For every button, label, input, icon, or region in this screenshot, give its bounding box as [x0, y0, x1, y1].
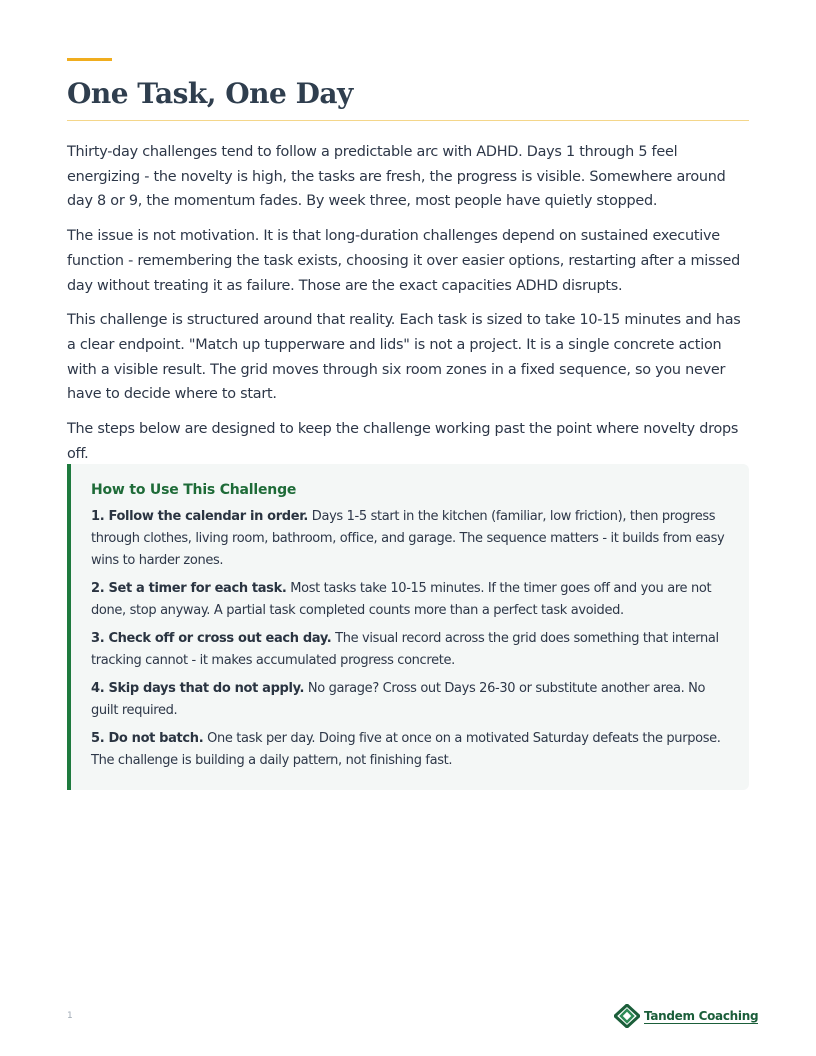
brand-footer	[614, 1004, 758, 1028]
intro-paragraph: This challenge is structured around that reality. Each task is sized to take 10-15 minutes and has a clear endpoint. "Match up tupperware and lids" is not a project. It is a single concrete action with a visible result. The grid moves through six room zones in a fixed sequence, so you never have to decide where to start.	[67, 312, 741, 403]
callout-content	[91, 480, 731, 778]
step-text: One task per day. Doing five at once on a motivated Saturday defeats the purpose. The challenge is building a daily pattern, not finishing fast.	[91, 731, 721, 768]
brand-name: Tandem Coaching	[644, 1008, 759, 1023]
callout-accent-bar	[67, 464, 71, 790]
step-lead: 2. Set a timer for each task.	[91, 581, 287, 596]
step-item	[91, 728, 731, 772]
step-item	[91, 578, 731, 622]
intro-paragraph: The issue is not motivation. It is that long-duration challenges depend on sustained executive function - remembering the task exists, choosing it over easier options, restarting after a missed day without treating it as failure. Those are the exact capacities ADHD disrupts.	[67, 228, 740, 294]
step-text: Days 1-5 start in the kitchen (familiar, low friction), then progress through clothes, living room, bathroom, office, and garage. The sequence matters - it builds from easy wins to harder zones.	[91, 509, 725, 568]
intro-paragraph: Thirty-day challenges tend to follow a predictable arc with ADHD. Days 1 through 5 feel energizing - the novelty is high, the tasks are fresh, the progress is visible. Somewhere around day 8 or 9, the momentum fades. By week three, most people have quietly stopped.	[67, 144, 726, 210]
step-lead: 1. Follow the calendar in order.	[91, 509, 309, 524]
title-divider	[67, 120, 749, 121]
intro-paragraph: The steps below are designed to keep the challenge working past the point where novelty drops off.	[67, 421, 739, 462]
step-text: No garage? Cross out Days 26-30 or substitute another area. No guilt required.	[91, 681, 706, 718]
callout-title: How to Use This Challenge	[91, 482, 297, 498]
page-number: 1	[67, 1011, 73, 1021]
intro-section	[67, 140, 749, 476]
step-item	[91, 628, 731, 672]
step-text: The visual record across the grid does something that internal tracking cannot - it makes accumulated progress concrete.	[91, 631, 719, 668]
diamond-logo-icon	[614, 1004, 640, 1028]
page-title: One Task, One Day	[67, 77, 353, 110]
how-to-callout	[67, 464, 749, 790]
accent-rule	[67, 58, 112, 61]
step-item	[91, 506, 731, 572]
step-lead: 4. Skip days that do not apply.	[91, 681, 305, 696]
step-lead: 5. Do not batch.	[91, 731, 204, 746]
step-item	[91, 678, 731, 722]
step-text: Most tasks take 10-15 minutes. If the timer goes off and you are not done, stop anyway. A partial task completed counts more than a perfect task avoided.	[91, 581, 712, 618]
step-lead: 3. Check off or cross out each day.	[91, 631, 332, 646]
